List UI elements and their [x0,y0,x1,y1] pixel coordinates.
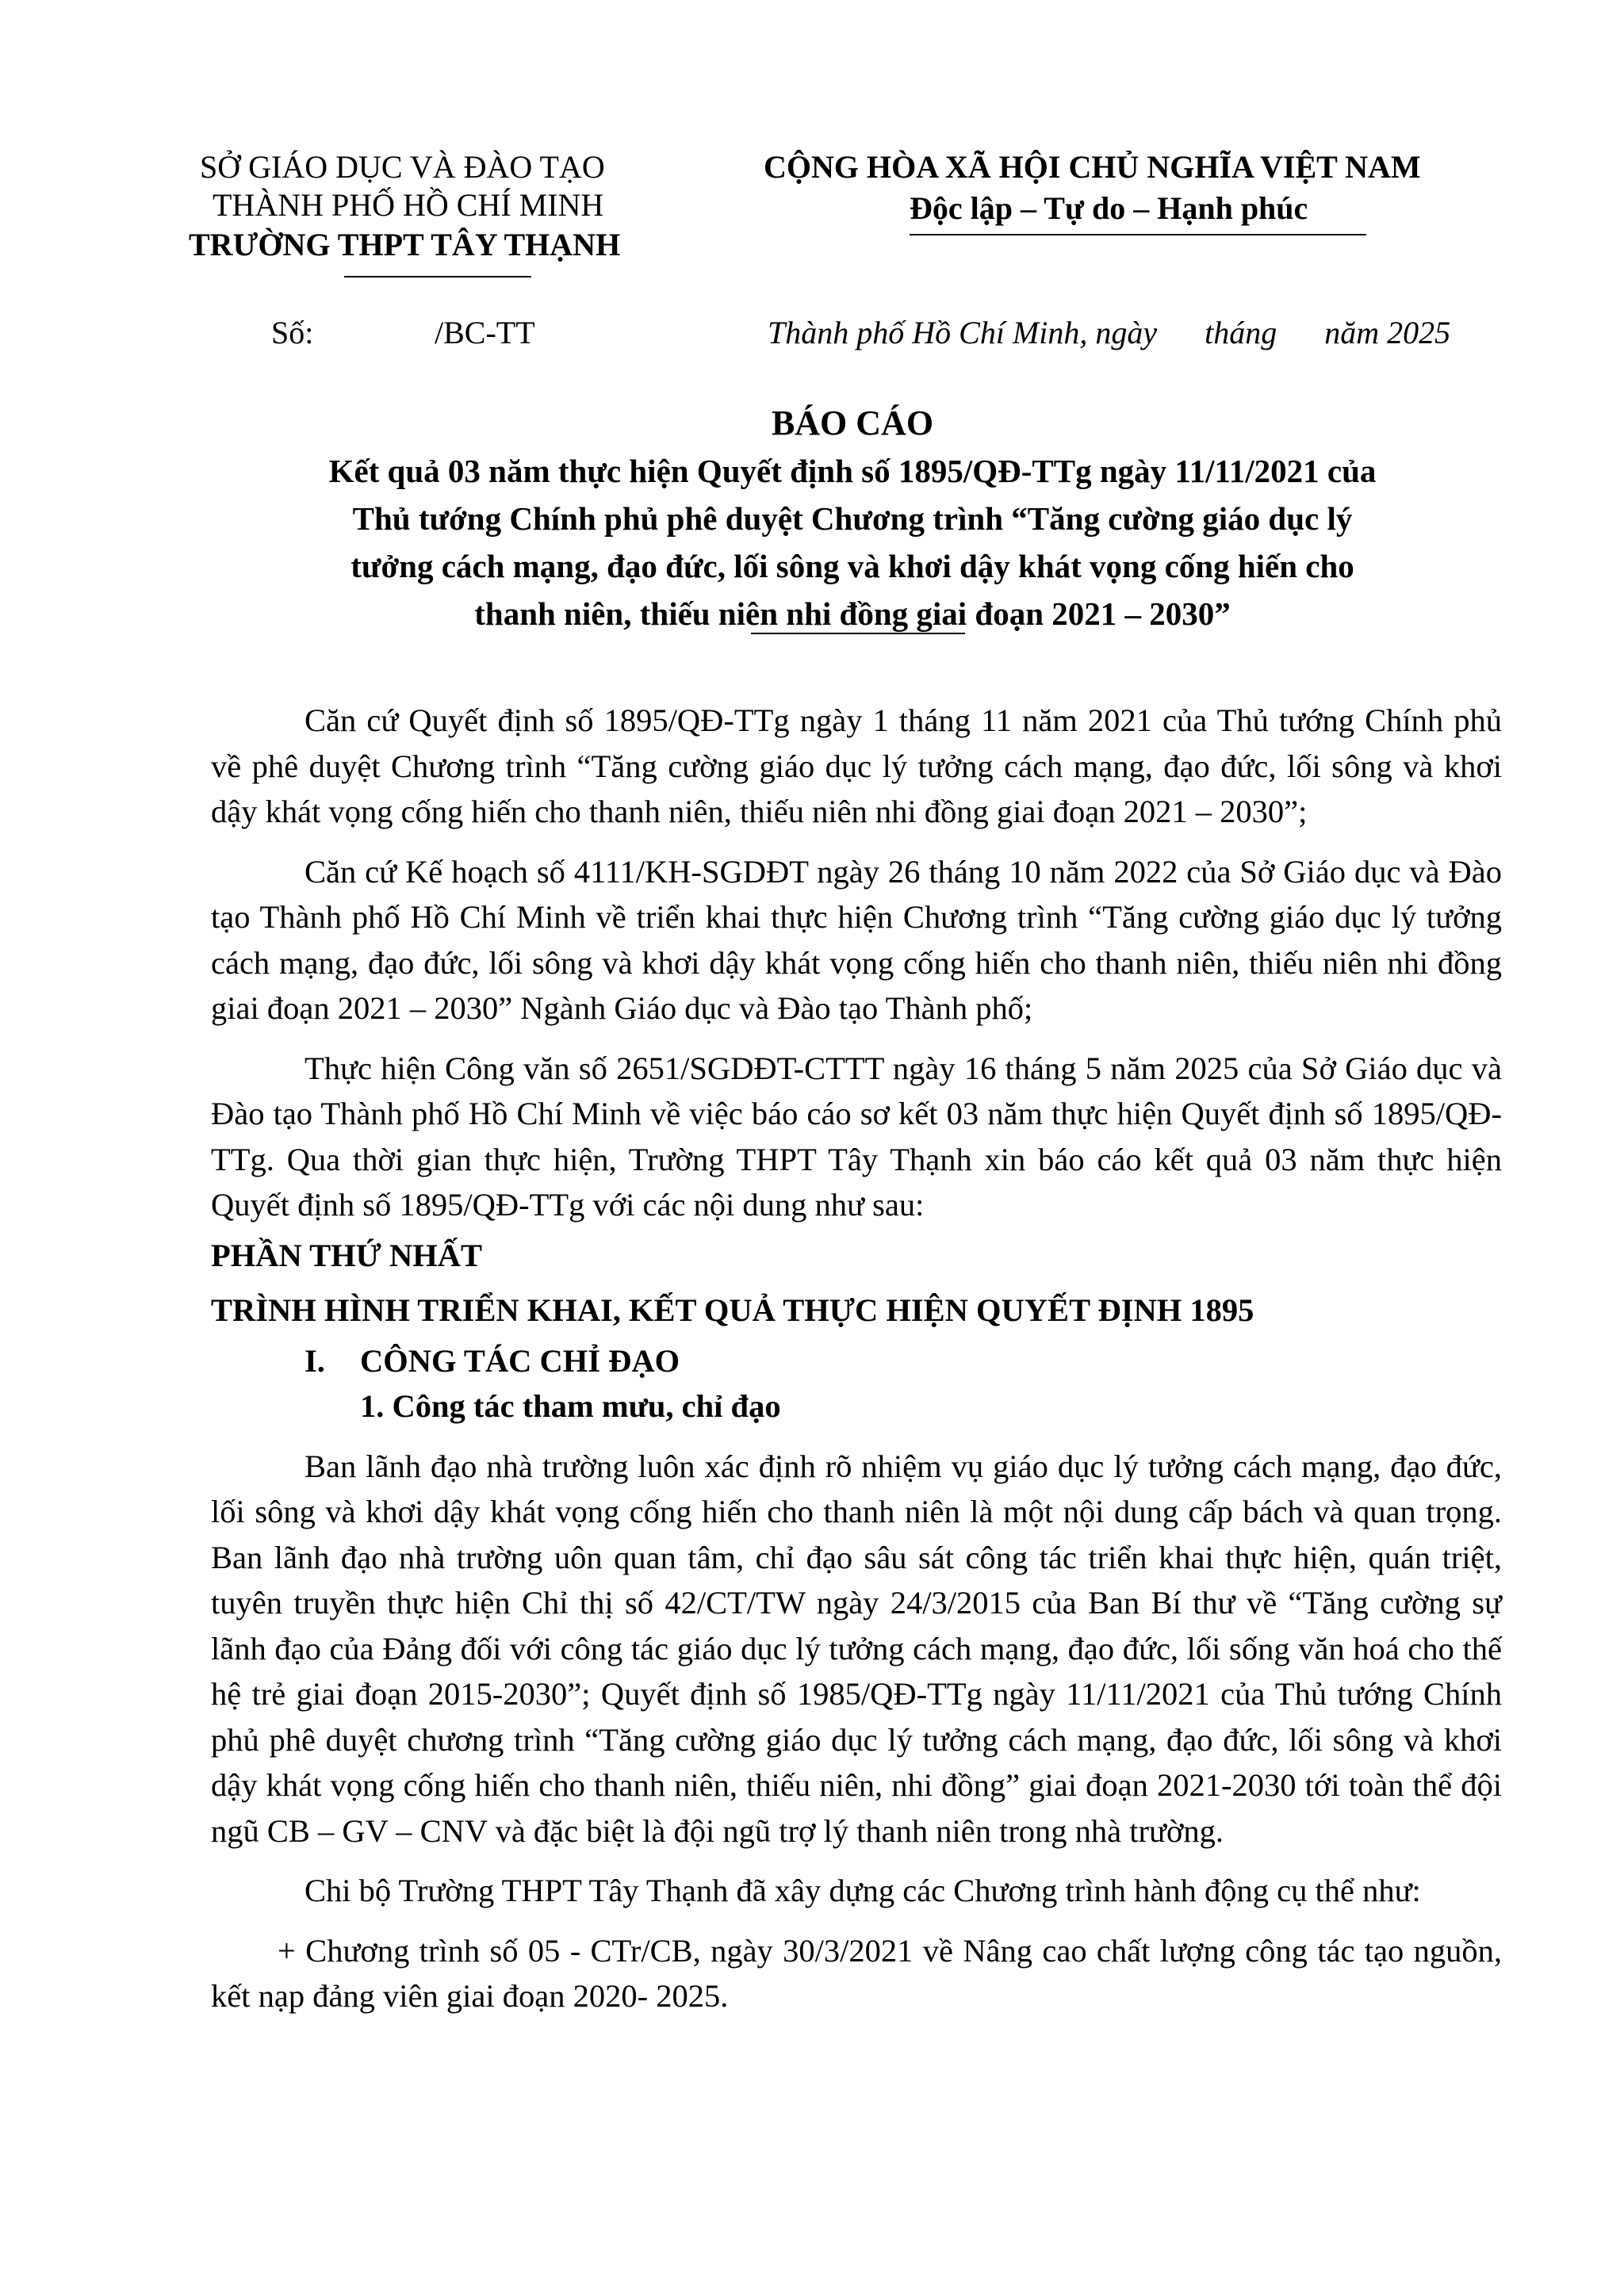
school-name: TRƯỜNG THPT TÂY THẠNH [189,227,621,262]
paragraph-leadership: Ban lãnh đạo nhà trường luôn xác định rõ nhiệm vụ giáo dục lý tưởng cách mạng, đạo đức, lối sông và khơi dậy khát vọng cống hiến cho thanh niên là một nội dung cấp bách và quan trọng. Ban lãnh đạo nhà trường uôn quan tâm, chỉ đạo sâu sát công tác triển khai thực hiện, quán triệt, tuyên truyền thực hiện Chỉ thị số 42/CT/TW ngày 24/3/2015 của Ban Bí thư về “Tăng cường sự lãnh đạo của Đảng đối với công tác giáo dục lý tưởng cách mạng, đạo đức, lối sống văn hoá cho thế hệ trẻ giai đoạn 2015-2030”; Quyết định số 1985/QĐ-TTg ngày 11/11/2021 của Thủ tướng Chính phủ phê duyệt chương trình “Tăng cường giáo dục lý tưởng cách mạng, đạo đức, lối sông và khơi dậy khát vọng cống hiến cho thanh niên, thiếu niên, nhi đồng” giai đoạn 2021-2030 tới toàn thể đội ngũ CB – GV – CNV và đặc biệt là đội ngũ trợ lý thanh niên trong nhà trường. [211,1448,1502,1849]
agency-parent: SỞ GIÁO DỤC VÀ ĐÀO TẠO [200,149,605,185]
document-number-code: /BC-TT [435,315,535,350]
paragraph-program-05: + Chương trình số 05 - CTr/CB, ngày 30/3/2021 về Nâng cao chất lượng công tác tạo nguồn, kết nạp đảng viên giai đoạn 2020- 2025. [211,1932,1502,2014]
national-motto: Độc lập – Tự do – Hạnh phúc [910,190,1308,226]
section-heading-1 [211,1338,1502,1384]
paragraph-implementation: Thực hiện Công văn số 2651/SGDĐT-CTTT ngày 16 tháng 5 năm 2025 của Sở Giáo dục và Đào tạo Thành phố Hồ Chí Minh về việc báo cáo sơ kết 03 năm thực hiện Quyết định số 1895/QĐ-TTg. Qua thời gian thực hiện, Trường THPT Tây Thạnh xin báo cáo kết quả 03 năm thực hiện Quyết định số 1895/QĐ-TTg với các nội dung như sau: [211,1050,1502,1223]
place-date: Thành phố Hồ Chí Minh, ngày tháng năm 2025 [768,315,1451,350]
paragraph-legal-basis-1: Căn cứ Quyết định số 1895/QĐ-TTg ngày 1 tháng 11 năm 2021 của Thủ tướng Chính phủ về phê duyệt Chương trình “Tăng cường giáo dục lý tưởng cách mạng, đạo đức, lối sông và khơi dậy khát vọng cống hiến cho thanh niên, thiếu niên nhi đồng giai đoạn 2021 – 2030”; [211,702,1502,829]
section-title: CÔNG TÁC CHỈ ĐẠO [360,1342,680,1379]
document-number-label: Số: [271,315,314,350]
paragraph-legal-basis-2: Căn cứ Kế hoạch số 4111/KH-SGDĐT ngày 26 tháng 10 năm 2022 của Sở Giáo dục và Đào tạo Thành phố Hồ Chí Minh về triển khai thực hiện Chương trình “Tăng cường giáo dục lý tưởng cách mạng, đạo đức, lối sông và khơi dậy khát vọng cống hiến cho thanh niên, thiếu niên nhi đồng giai đoạn 2021 – 2030” Ngành Giáo dục và Đào tạo Thành phố; [211,853,1502,1026]
report-subtitle-line-2: Thủ tướng Chính phủ phê duyệt Chương trình “Tăng cường giáo dục lý [352,500,1353,537]
agency-city: THÀNH PHỐ HỒ CHÍ MINH [213,187,604,223]
report-subtitle-line-4: thanh niên, thiếu niên nhi đồng giai đoạn 2021 – 2030” [474,595,1231,632]
report-body [211,698,1502,2034]
section-number: I. [304,1342,325,1379]
part-title: PHẦN THỨ NHẤT [211,1237,483,1273]
report-title-block [198,403,1507,637]
part-subtitle: TRÌNH HÌNH TRIỂN KHAI, KẾT QUẢ THỰC HIỆN QUYẾT ĐỊNH 1895 [211,1292,1254,1328]
subsection-heading-1: 1. Công tác tham mưu, chỉ đạo [360,1388,781,1424]
school-underline [344,276,531,277]
title-underline [751,633,965,634]
report-subtitle-line-3: tưởng cách mạng, đạo đức, lối sông và khơi dậy khát vọng cống hiến cho [350,548,1354,584]
national-title: CỘNG HÒA XÃ HỘI CHỦ NGHĨA VIỆT NAM [764,149,1421,185]
motto-underline [910,234,1366,235]
paragraph-action-programs: Chi bộ Trường THPT Tây Thạnh đã xây dựng các Chương trình hành động cụ thể như: [304,1873,1421,1908]
report-title: BÁO CÁO [771,404,934,442]
report-subtitle-line-1: Kết quả 03 năm thực hiện Quyết định số 1895/QĐ-TTg ngày 11/11/2021 của [328,453,1377,489]
